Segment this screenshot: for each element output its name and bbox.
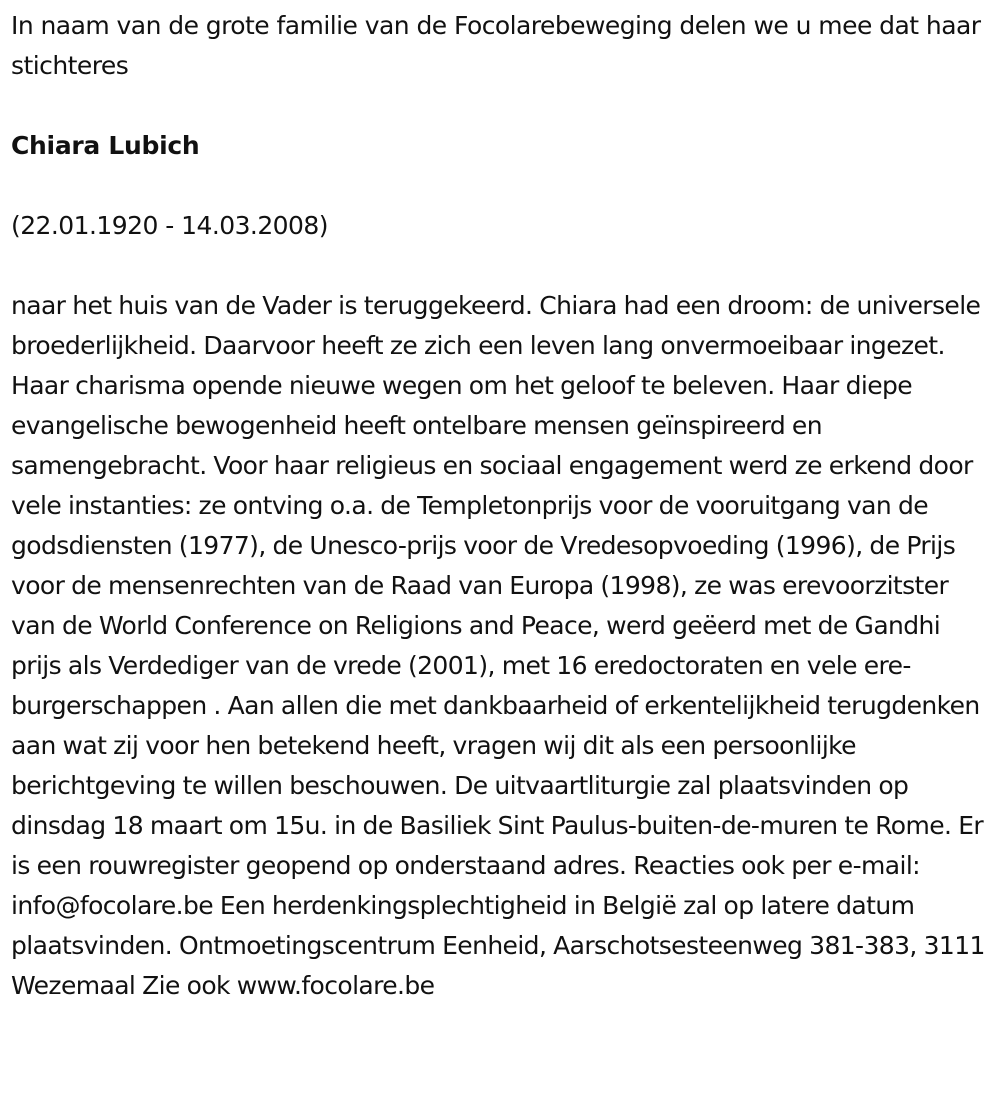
body-paragraph: naar het huis van de Vader is teruggekeerd. Chiara had een droom: de universele broederlijkheid. Daarvoor heeft ze zich een leven lang onvermoeibaar ingezet. Haar charisma opende nieuwe wegen om het geloof te beleven. Haar diepe evangelische bewogenheid heeft ontelbare mensen geïnspireerd en samengebracht. Voor haar religieus en sociaal engagement werd ze erkend door vele instanties: ze ontving o.a. de Templetonprijs voor de vooruitgang van de godsdiensten (1977), de Unesco-prijs voor de Vredesopvoeding (1996), de Prijs voor de mensenrechten van de Raad van Europa (1998), ze was erevoorzitster van de World Conference on Religions and Peace, werd geëerd met de Gandhi prijs als Verdediger van de vrede (2001), met 16 eredoctoraten en vele ere-burgerschappen . Aan allen die met dankbaarheid of erkentelijkheid terugdenken aan wat zij voor hen betekend heeft, vragen wij dit als een persoonlijke berichtgeving te willen beschouwen. De uitvaartliturgie zal plaatsvinden op dinsdag 18 maart om 15u. in de Basiliek Sint Paulus-buiten-de-muren te Rome. Er is een rouwregister geopend op onderstaand adres. Reacties ook per e-mail: info@focolare.be Een herdenkingsplechtigheid in België zal op latere datum plaatsvinden. Ontmoetingscentrum Eenheid, Aarschotsesteenweg 381-383, 3111 Wezemaal Zie ook www.focolare.be	[11, 291, 985, 1000]
life-dates: (22.01.1920 - 14.03.2008)	[11, 211, 328, 240]
intro-paragraph: In naam van de grote familie van de Focolarebeweging delen we u mee dat haar stichteres	[11, 11, 981, 80]
person-name: Chiara Lubich	[11, 131, 200, 160]
